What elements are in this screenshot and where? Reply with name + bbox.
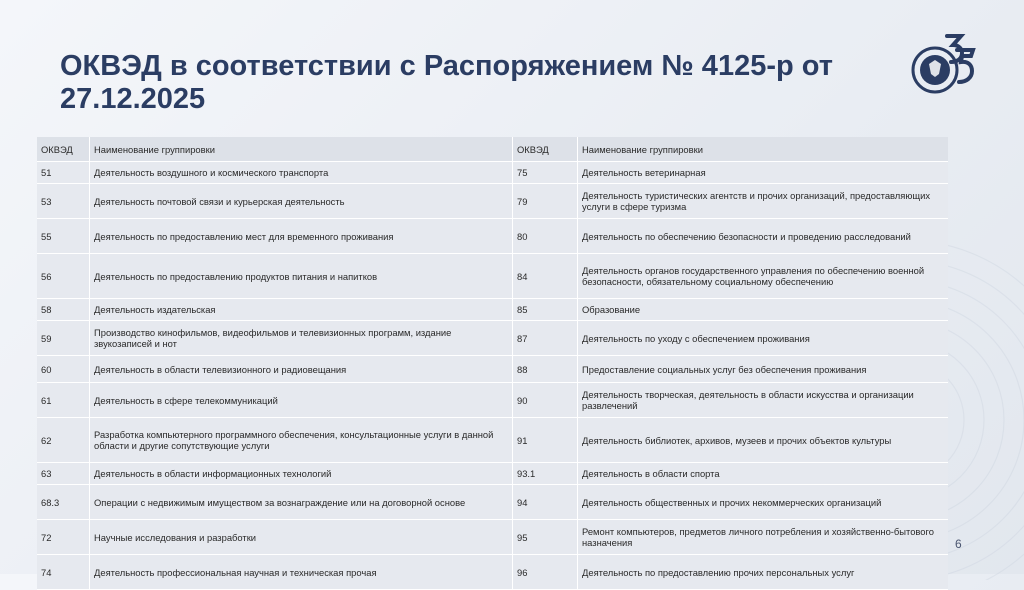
table-row: [37, 162, 948, 184]
okved-code-right: 85: [513, 299, 578, 321]
group-name-left: Деятельность по предоставлению продуктов питания и напитков: [90, 254, 513, 299]
group-name-right: Деятельность по предоставлению прочих персональных услуг: [578, 555, 949, 590]
group-name-left: Операции с недвижимым имуществом за вознаграждение или на договорной основе: [90, 485, 513, 520]
okved-code-left: 68.3: [37, 485, 90, 520]
group-name-right: Деятельность библиотек, архивов, музеев и прочих объектов культуры: [578, 418, 949, 463]
group-name-left: Деятельность по предоставлению мест для временного проживания: [90, 219, 513, 254]
okved-code-right: 90: [513, 383, 578, 418]
okved-code-left: 55: [37, 219, 90, 254]
table-row: [37, 383, 948, 418]
group-name-left: Деятельность воздушного и космического транспорта: [90, 162, 513, 184]
okved-code-right: 94: [513, 485, 578, 520]
okved-code-left: 72: [37, 520, 90, 555]
table-row: [37, 299, 948, 321]
okved-code-right: 96: [513, 555, 578, 590]
table-row: [37, 254, 948, 299]
group-name-left: Научные исследования и разработки: [90, 520, 513, 555]
okved-code-right: 88: [513, 356, 578, 383]
group-name-left: Разработка компьютерного программного обеспечения, консультационные услуги в данной области и другие сопутствующие услуги: [90, 418, 513, 463]
group-name-right: Деятельность в области спорта: [578, 463, 949, 485]
group-name-left: Деятельность профессиональная научная и техническая прочая: [90, 555, 513, 590]
table-row: [37, 463, 948, 485]
table-row: [37, 555, 948, 590]
okved-table: [37, 137, 945, 590]
header-okved-1: ОКВЭД: [37, 137, 90, 162]
group-name-right: Деятельность ветеринарная: [578, 162, 949, 184]
okved-code-left: 63: [37, 463, 90, 485]
page-number: 6: [955, 537, 962, 551]
okved-code-left: 62: [37, 418, 90, 463]
okved-code-left: 61: [37, 383, 90, 418]
okved-code-left: 53: [37, 184, 90, 219]
group-name-right: Деятельность общественных и прочих некоммерческих организаций: [578, 485, 949, 520]
group-name-right: Образование: [578, 299, 949, 321]
group-name-right: Деятельность органов государственного управления по обеспечению военной безопасности, обязательному социальному обеспечению: [578, 254, 949, 299]
group-name-left: Деятельность в области информационных технологий: [90, 463, 513, 485]
okved-code-left: 74: [37, 555, 90, 590]
group-name-left: Деятельность в области телевизионного и радиовещания: [90, 356, 513, 383]
table-row: [37, 321, 948, 356]
table-row: [37, 520, 948, 555]
group-name-right: Ремонт компьютеров, предметов личного потребления и хозяйственно-бытового назначения: [578, 520, 949, 555]
okved-code-left: 59: [37, 321, 90, 356]
okved-code-left: 51: [37, 162, 90, 184]
group-name-left: Производство кинофильмов, видеофильмов и телевизионных программ, издание звукозаписей и нот: [90, 321, 513, 356]
group-name-left: Деятельность издательская: [90, 299, 513, 321]
group-name-left: Деятельность в сфере телекоммуникаций: [90, 383, 513, 418]
table-row: [37, 418, 948, 463]
group-name-left: Деятельность почтовой связи и курьерская деятельность: [90, 184, 513, 219]
group-name-right: Деятельность по уходу с обеспечением проживания: [578, 321, 949, 356]
okved-code-right: 87: [513, 321, 578, 356]
group-name-right: Деятельность туристических агентств и прочих организаций, предоставляющих услуги в сфере туризма: [578, 184, 949, 219]
okved-code-right: 91: [513, 418, 578, 463]
okved-code-left: 56: [37, 254, 90, 299]
okved-code-right: 84: [513, 254, 578, 299]
table-row: [37, 184, 948, 219]
table-row: [37, 219, 948, 254]
header-name-1: Наименование группировки: [90, 137, 513, 162]
group-name-right: Предоставление социальных услуг без обеспечения проживания: [578, 356, 949, 383]
header-name-2: Наименование группировки: [578, 137, 949, 162]
okved-code-right: 79: [513, 184, 578, 219]
okved-code-right: 93.1: [513, 463, 578, 485]
anniversary-35-emblem-icon: [905, 28, 977, 100]
header-okved-2: ОКВЭД: [513, 137, 578, 162]
okved-code-right: 95: [513, 520, 578, 555]
group-name-right: Деятельность по обеспечению безопасности и проведению расследований: [578, 219, 949, 254]
okved-code-right: 75: [513, 162, 578, 184]
okved-code-left: 60: [37, 356, 90, 383]
okved-code-left: 58: [37, 299, 90, 321]
table-row: [37, 356, 948, 383]
table-row: [37, 485, 948, 520]
group-name-right: Деятельность творческая, деятельность в области искусства и организации развлечений: [578, 383, 949, 418]
okved-code-right: 80: [513, 219, 578, 254]
page-title: ОКВЭД в соответствии с Распоряжением № 4125-р от 27.12.2025: [60, 50, 833, 115]
table-header-row: [37, 137, 948, 162]
